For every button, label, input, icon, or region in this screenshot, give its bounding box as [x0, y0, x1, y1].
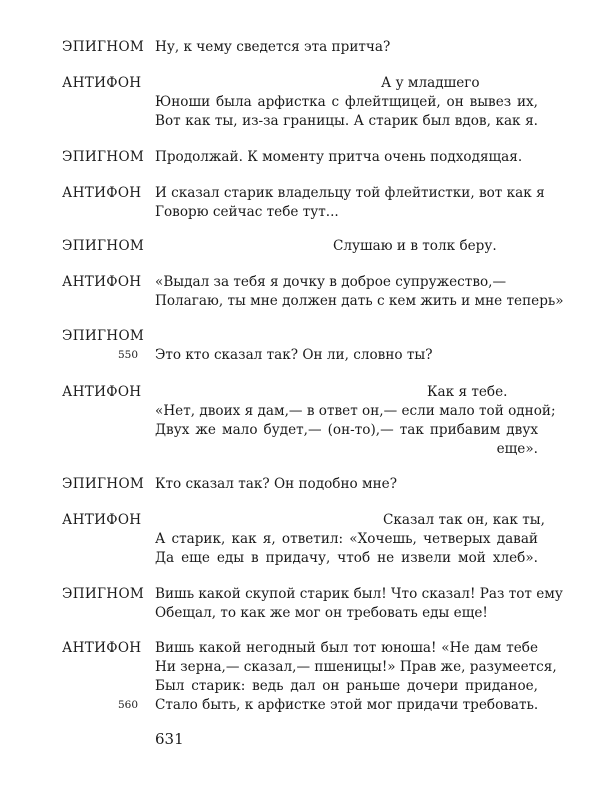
verse-line: Полагаю, ты мне должен дать с кем жить и мне теперь»: [155, 293, 564, 309]
verse-line: И сказал старик владельцу той флейтистки, вот как я: [155, 185, 545, 201]
verse-line: А у младшего: [381, 75, 480, 91]
line-number: 560: [118, 699, 139, 711]
speaker-antifon: АНТИФОН: [62, 384, 142, 400]
verse-line: А старик, как я, ответил: «Хочешь, четверых давай: [155, 531, 538, 547]
verse-line: Как я тебе.: [427, 384, 508, 400]
verse-line: Стало быть, к арфистке этой мог придачи требовать.: [155, 697, 539, 713]
verse-line: Ни зерна,— сказал,— пшеницы!» Прав же, разумеется,: [155, 659, 557, 675]
verse-line: Вишь какой негодный был тот юноша! «Не дам тебе: [155, 640, 538, 656]
speaker-epignom: ЭПИГНОМ: [62, 149, 145, 165]
verse-line: Сказал так он, как ты,: [383, 512, 545, 528]
verse-line: Ну, к чему сведется эта притча?: [155, 39, 391, 55]
verse-line: «Выдал за тебя я дочку в доброе супружество,—: [155, 274, 507, 290]
verse-line: Говорю сейчас тебе тут...: [155, 204, 339, 220]
verse-line: Слушаю и в толк беру.: [333, 238, 497, 254]
verse-line: «Нет, двоих я дам,— в ответ он,— если мало той одной;: [155, 403, 556, 419]
verse-line: Да еще еды в придачу, чтоб не извели мой хлеб».: [155, 550, 538, 566]
verse-line: Продолжай. К моменту притча очень подходящая.: [155, 149, 523, 165]
verse-line: Вишь какой скупой старик был! Что сказал! Раз тот ему: [155, 586, 563, 602]
speaker-epignom: ЭПИГНОМ: [62, 328, 145, 344]
verse-line: Юноши была арфистка с флейтщицей, он вывез их,: [155, 94, 538, 110]
verse-line: еще».: [496, 441, 538, 457]
speaker-antifon: АНТИФОН: [62, 512, 142, 528]
verse-line: Был старик: ведь дал он раньше дочери приданое,: [155, 678, 538, 694]
speaker-antifon: АНТИФОН: [62, 185, 142, 201]
speaker-epignom: ЭПИГНОМ: [62, 39, 145, 55]
speaker-antifon: АНТИФОН: [62, 75, 142, 91]
speaker-epignom: ЭПИГНОМ: [62, 586, 145, 602]
verse-line: Двух же мало будет,— (он-то),— так прибавим двух: [155, 422, 538, 438]
verse-line: Обещал, то как же мог он требовать еды еще!: [155, 605, 488, 621]
speaker-epignom: ЭПИГНОМ: [62, 476, 145, 492]
speaker-antifon: АНТИФОН: [62, 274, 142, 290]
page-number: 631: [155, 730, 184, 748]
speaker-epignom: ЭПИГНОМ: [62, 238, 145, 254]
speaker-antifon: АНТИФОН: [62, 640, 142, 656]
verse-line: Кто сказал так? Он подобно мне?: [155, 476, 398, 492]
verse-line: Это кто сказал так? Он ли, словно ты?: [155, 347, 433, 363]
verse-line: Вот как ты, из-за границы. А старик был вдов, как я.: [155, 113, 538, 129]
line-number: 550: [118, 349, 139, 361]
